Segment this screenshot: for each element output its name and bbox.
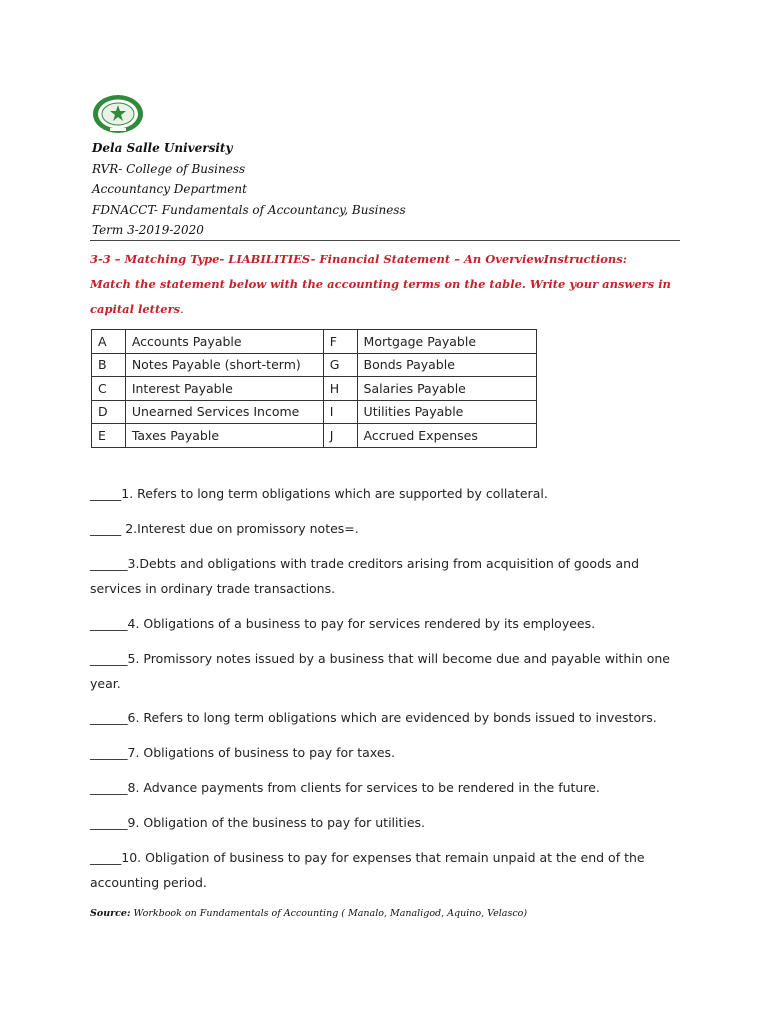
question-1: _____1. Refers to long term obligations which are supported by collateral. <box>90 486 548 501</box>
term-letter: I <box>323 400 357 424</box>
question-3: ______3.Debts and obligations with trade creditors arising from acquisition of goods and services in ordinary trade transactions. <box>90 556 640 596</box>
instructions-block <box>90 247 690 322</box>
question-10: _____10. Obligation of business to pay for expenses that remain unpaid at the end of the accounting period. <box>90 850 645 890</box>
term-name: Utilities Payable <box>357 400 536 424</box>
term-letter: H <box>323 377 357 401</box>
term-name: Taxes Payable <box>125 424 323 448</box>
instructions-line: Match the statement below with the accounting terms on the table. Write your answers in <box>90 277 671 291</box>
term-name: Accrued Expenses <box>357 424 536 448</box>
term-letter: D <box>92 400 126 424</box>
term-name: Accounts Payable <box>125 330 323 354</box>
term-letter: E <box>92 424 126 448</box>
university-seal-logo <box>92 94 144 134</box>
table-row <box>92 377 537 401</box>
term-letter: B <box>92 353 126 377</box>
term-name: Notes Payable (short-term) <box>125 353 323 377</box>
term-letter: C <box>92 377 126 401</box>
question-8: ______8. Advance payments from clients for services to be rendered in the future. <box>90 780 600 795</box>
course-name: FDNACCT- Fundamentals of Accountancy, Business <box>92 202 406 217</box>
instructions-period: . <box>180 302 184 316</box>
table-row <box>92 330 537 354</box>
instructions-title: 3-3 – Matching Type- LIABILITIES- Financial Statement – An OverviewInstructions: <box>90 252 627 266</box>
term-name: Interest Payable <box>125 377 323 401</box>
term-name: Unearned Services Income <box>125 400 323 424</box>
capital-letters-text: capital letters <box>90 302 181 316</box>
table-row <box>92 424 537 448</box>
source-text: Workbook on Fundamentals of Accounting ( Manalo, Manaligod, Aquino, Velasco) <box>133 908 528 919</box>
term-letter: F <box>323 330 357 354</box>
term-name: Salaries Payable <box>357 377 536 401</box>
table-row <box>92 400 537 424</box>
term-label: Term 3-2019-2020 <box>92 223 204 237</box>
question-4: ______4. Obligations of a business to pay for services rendered by its employees. <box>90 616 596 631</box>
source-citation <box>90 908 527 919</box>
accounting-terms-table <box>91 329 537 448</box>
department-name: Accountancy Department <box>92 182 247 196</box>
college-name: RVR- College of Business <box>92 161 246 176</box>
term-letter: A <box>92 330 126 354</box>
document-header <box>92 138 406 241</box>
term-letter: J <box>323 424 357 448</box>
question-9: ______9. Obligation of the business to pay for utilities. <box>90 815 426 830</box>
question-2: _____ 2.Interest due on promissory notes=. <box>90 521 359 536</box>
term-name: Bonds Payable <box>357 353 536 377</box>
term-name: Mortgage Payable <box>357 330 536 354</box>
term-letter: G <box>323 353 357 377</box>
table-row <box>92 353 537 377</box>
instructions-line-end <box>90 297 690 322</box>
university-name: Dela Salle University <box>92 141 233 155</box>
question-7: ______7. Obligations of business to pay for taxes. <box>90 745 396 760</box>
question-6: ______6. Refers to long term obligations which are evidenced by bonds issued to investors. <box>90 710 657 725</box>
question-5: ______5. Promissory notes issued by a business that will become due and payable within one year. <box>90 651 670 691</box>
source-label: Source: <box>90 908 131 919</box>
header-divider <box>90 240 680 241</box>
